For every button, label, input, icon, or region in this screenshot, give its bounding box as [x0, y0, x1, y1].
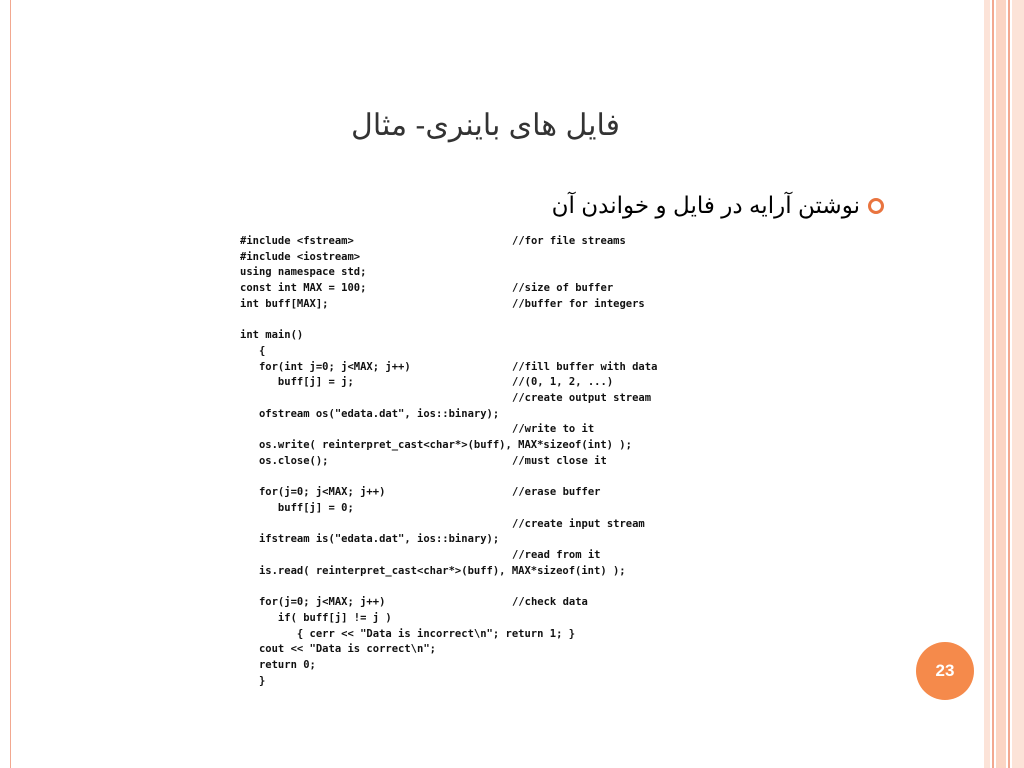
bullet-text: نوشتن آرایه در فایل و خواندن آن [551, 192, 860, 218]
code-statement: int buff[MAX]; [240, 297, 329, 310]
code-statement: os.close(); [240, 454, 329, 467]
slide-title: فایل های باینری- مثال [351, 109, 620, 142]
code-statement: int main() [240, 329, 304, 342]
code-statement: ifstream is("edata.dat", ios::binary); [240, 533, 500, 546]
code-statement: cout << "Data is correct\n"; [240, 643, 436, 656]
code-statement: const int MAX = 100; [240, 282, 367, 295]
code-comment: //create output stream [512, 392, 652, 404]
code-listing [232, 226, 682, 702]
bullet-circle-icon [868, 198, 884, 214]
code-statement: for(int j=0; j<MAX; j++) [240, 360, 411, 373]
stripe [984, 0, 990, 768]
left-frame-line [10, 0, 11, 768]
code-comment: //fill buffer with data [512, 360, 658, 373]
code-statement: if( buff[j] != j ) [240, 611, 392, 624]
code-statement: #include <fstream> [240, 235, 354, 247]
stripe [1012, 0, 1024, 768]
code-comment: //buffer for integers [512, 297, 645, 310]
code-comment: //erase buffer [512, 486, 601, 499]
stripe [992, 0, 994, 768]
code-comment: //must close it [512, 454, 607, 467]
bullet-item [552, 192, 884, 219]
code-statement: ofstream os("edata.dat", ios::binary); [240, 407, 500, 420]
code-statement: { cerr << "Data is incorrect\n"; return 1; } [240, 627, 576, 640]
code-comment: //create input stream [512, 517, 645, 530]
code-statement: #include <iostream> [240, 250, 361, 263]
code-comment: //read from it [512, 549, 601, 561]
code-statement: return 0; [240, 658, 316, 671]
code-comment: //size of buffer [512, 282, 614, 295]
code-statement: buff[j] = j; [240, 376, 354, 389]
code-statement: is.read( reinterpret_cast<char*>(buff), MAX*sizeof(int) ); [240, 564, 626, 577]
code-statement: for(j=0; j<MAX; j++) [240, 486, 386, 499]
decorative-stripes [984, 0, 1024, 768]
code-statement: { [240, 344, 266, 357]
code-statement: for(j=0; j<MAX; j++) [240, 596, 386, 609]
page-number-badge: 23 [916, 642, 974, 700]
code-comment: //for file streams [512, 235, 626, 247]
code-statement: } [240, 674, 266, 687]
stripe [996, 0, 1006, 768]
code-comment: //(0, 1, 2, ...) [512, 376, 614, 389]
code-statement: using namespace std; [240, 266, 367, 279]
stripe [1008, 0, 1010, 768]
code-statement: buff[j] = 0; [240, 501, 354, 514]
code-comment: //check data [512, 596, 588, 609]
code-comment: //write to it [512, 423, 595, 436]
code-statement: os.write( reinterpret_cast<char*>(buff), MAX*sizeof(int) ); [240, 439, 632, 452]
